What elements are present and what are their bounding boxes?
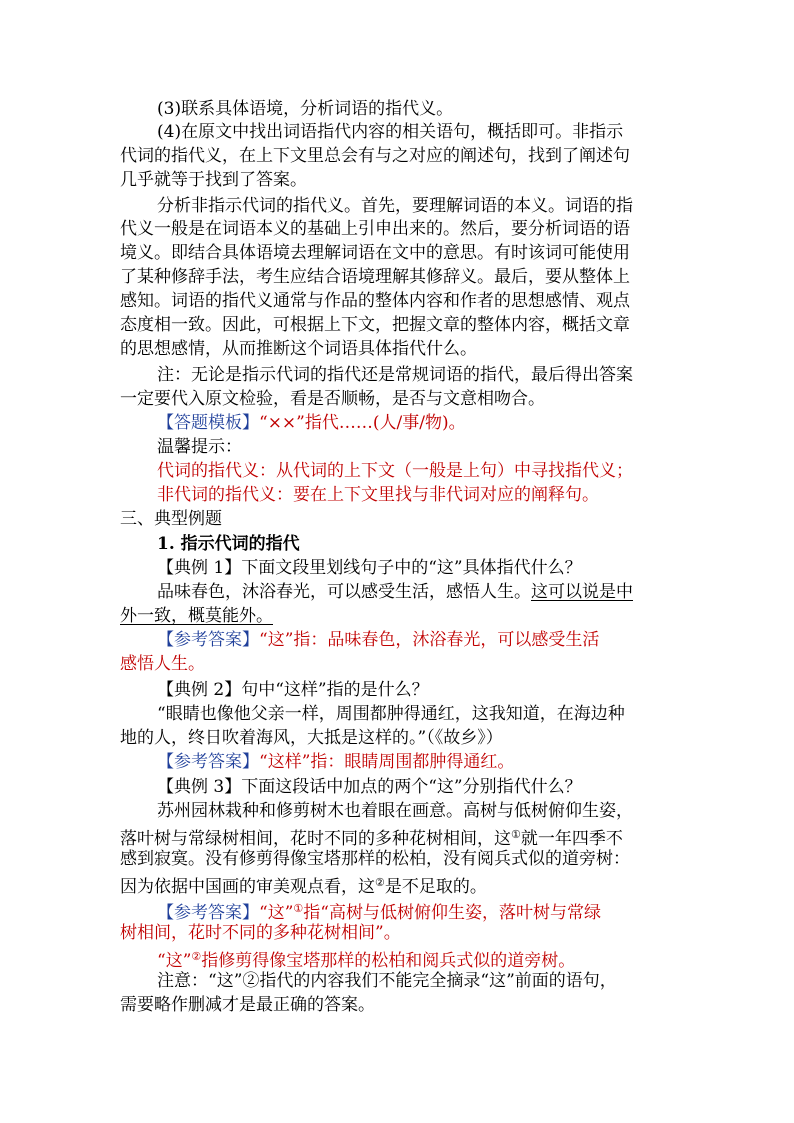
text-line: (3)联系具体语境，分析词语的指代义。: [157, 99, 454, 119]
example-question: 【典例 3】下面这段话中加点的两个“这”分别指代什么？: [157, 777, 582, 797]
answer-text: “这”: [157, 951, 192, 971]
answer-label: 【参考答案】: [157, 903, 259, 923]
text-line: 代词的指代义，在上下文里总会有与之对应的阐述句，找到了阐述句: [120, 146, 630, 166]
text-segment: 落叶树与常绿树相间，花时不同的多种花树相间，这: [120, 829, 511, 849]
answer-text: “这样”指：眼睛周围都肿得通红。: [259, 752, 515, 772]
note-line: 需要略作删减才是最正确的答案。: [120, 995, 375, 1015]
text-segment: 因为依据中国画的审美观点看，这: [120, 877, 375, 897]
answer-template-line: [157, 412, 680, 434]
answer-line: [157, 629, 680, 651]
text-line: “眼睛也像他父亲一样，周围都肿得通红，这我知道，在海边种: [157, 704, 625, 724]
answer-text: 树相间，花时不同的多种花树相间”。: [120, 923, 401, 943]
example-question: 【典例 2】句中“这样”指的是什么？: [157, 680, 429, 700]
text-line: 几乎就等于找到了答案。: [120, 170, 307, 190]
answer-line: [157, 946, 680, 971]
answer-line: [157, 898, 680, 923]
text-line: 苏州园林栽种和修剪树木也着眼在画意。高树与低树俯仰生姿，: [157, 801, 633, 821]
text-line: 的思想感情，从而推断这个词语具体指代什么。: [120, 339, 477, 359]
text-line: 境义。即结合具体语境去理解词语在文中的意思。有时该词可能使用: [120, 243, 630, 263]
circled-mark: ②: [191, 950, 202, 963]
example-text: 品味春色，沐浴春光，可以感受生活，感悟人生。: [157, 582, 531, 602]
underlined-sentence: 外一致，概莫能外。: [120, 606, 273, 626]
text-line: 了某种修辞手法，考生应结合语境理解其修辞义。最后，要从整体上: [120, 267, 630, 287]
text-line: 代义一般是在词语本义的基础上引申出来的。然后，要分析词语的语: [120, 219, 630, 239]
text-line: [157, 581, 680, 603]
text-line: 分析非指示代词的指代义。首先，要理解词语的本义。词语的指: [157, 196, 633, 216]
text-line: 注：无论是指示代词的指代还是常规词语的指代，最后得出答案: [157, 365, 633, 385]
answer-text: “这”: [259, 903, 294, 923]
tip-line: 非代词的指代义：要在上下文里找与非代词对应的阐释句。: [157, 485, 599, 505]
circled-mark: ①: [511, 828, 521, 841]
answer-text: 指“高树与低树俯仰生姿，落叶树与常绿: [303, 903, 601, 923]
example-question: 【典例 1】下面文段里划线句子中的“这”具体指代什么？: [157, 558, 582, 578]
answer-text: “这”指：品味春色，沐浴春光，可以感受生活: [259, 630, 600, 650]
answer-text: 指修剪得像宝塔那样的松柏和阅兵式似的道旁树。: [201, 951, 576, 971]
note-line: 注意：“这”②指代的内容我们不能完全摘录“这”前面的语句，: [157, 971, 617, 991]
subsection-heading: 1. 指示代词的指代: [157, 534, 300, 554]
circled-mark: ①: [293, 902, 304, 915]
text-line: 感知。词语的指代义通常与作品的整体内容和作者的思想感情、观点: [120, 291, 630, 311]
tip-line: 代词的指代义：从代词的上下文（一般是上句）中寻找指代义；: [157, 461, 633, 481]
section-heading: 三、典型例题: [120, 509, 222, 529]
text-line: [120, 824, 680, 849]
text-line: 地的人，终日吹着海风，大抵是这样的。”（《故乡》）: [120, 728, 503, 748]
answer-label: 【参考答案】: [157, 752, 259, 772]
answer-text: 感悟人生。: [120, 654, 205, 674]
underlined-sentence: 这可以说是中: [531, 582, 633, 602]
circled-mark: ②: [375, 876, 385, 889]
text-segment: 是不足取的。: [384, 877, 487, 897]
answer-template-label: 【答题模板】: [157, 413, 259, 433]
text-line: 感到寂寞。没有修剪得像宝塔那样的松柏，没有阅兵式似的道旁树：: [120, 849, 630, 869]
tip-heading: 温馨提示：: [157, 437, 242, 457]
text-line: 一定要代入原文检验，看是否顺畅，是否与文意相吻合。: [120, 389, 545, 409]
text-line: (4)在原文中找出词语指代内容的相关语句，概括即可。非指示: [157, 122, 624, 142]
text-segment: 就一年四季不: [520, 829, 623, 849]
answer-template-text: “××”指代……(人/事/物)。: [259, 413, 466, 433]
answer-label: 【参考答案】: [157, 630, 259, 650]
text-line: [120, 872, 680, 897]
answer-line: [157, 751, 680, 773]
text-line: 态度相一致。因此，可根据上下文，把握文章的整体内容，概括文章: [120, 315, 630, 335]
